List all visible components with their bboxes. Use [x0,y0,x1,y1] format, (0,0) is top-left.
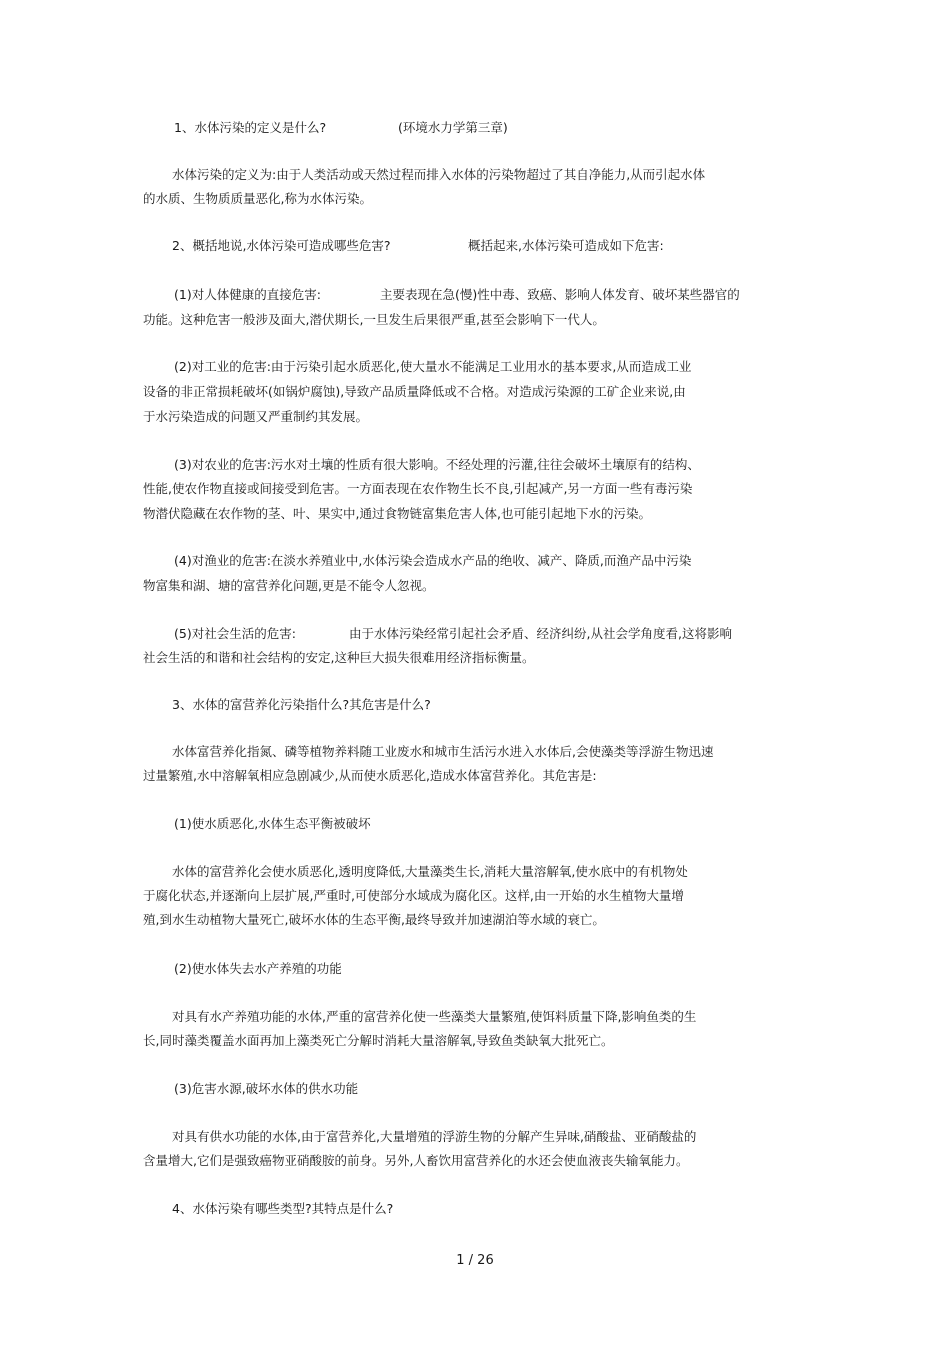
harm-3-line: 物潜伏隐藏在农作物的茎、叶、果实中,通过食物链富集危害人体,也可能引起地下水的污染。 [143,506,651,521]
question-2-intro: 概括起来,水体污染可造成如下危害: [468,238,664,253]
harm-1-line: 主要表现在急(慢)性中毒、致癌、影响人体发育、破坏某些器官的 [380,287,740,302]
subheading-1: (1)使水质恶化,水体生态平衡被破坏 [174,816,371,831]
harm-2-line: 于水污染造成的问题又严重制约其发展。 [143,409,369,424]
question-4-title: 4、水体污染有哪些类型?其特点是什么? [172,1201,394,1216]
harm-5-line: 社会生活的和谐和社会结构的安定,这种巨大损失很难用经济指标衡量。 [143,650,535,665]
paragraph-3-line: 对具有供水功能的水体,由于富营养化,大量增殖的浮游生物的分解产生异味,硝酸盐、亚硝酸盐的 [172,1129,697,1144]
page-number: 1 / 26 [456,1253,494,1268]
answer-3-line: 过量繁殖,水中溶解氧相应急剧减少,从而使水质恶化,造成水体富营养化。其危害是: [143,768,597,783]
harm-1-heading: (1)对人体健康的直接危害: [174,287,321,302]
harm-1-line: 功能。这种危害一般涉及面大,潜伏期长,一旦发生后果很严重,甚至会影响下一代人。 [143,312,605,327]
harm-2-line: (2)对工业的危害:由于污染引起水质恶化,使大量水不能满足工业用水的基本要求,从而造成工业 [174,359,692,374]
question-1-source: (环境水力学第三章) [398,120,508,135]
paragraph-3-line: 含量增大,它们是强致癌物亚硝酸胺的前身。另外,人畜饮用富营养化的水还会使血液丧失输氧能力。 [143,1153,689,1168]
subheading-2: (2)使水体失去水产养殖的功能 [174,961,342,976]
paragraph-2-line: 长,同时藻类覆盖水面再加上藻类死亡分解时消耗大量溶解氧,导致鱼类缺氧大批死亡。 [143,1033,614,1048]
harm-4-line: 物富集和湖、塘的富营养化问题,更是不能令人忽视。 [143,578,435,593]
question-2-title: 2、概括地说,水体污染可造成哪些危害? [172,238,391,253]
paragraph-1-line: 水体的富营养化会使水质恶化,透明度降低,大量藻类生长,消耗大量溶解氧,使水底中的有机物处 [172,864,688,879]
paragraph-1-line: 于腐化状态,并逐渐向上层扩展,严重时,可使部分水域成为腐化区。这样,由一开始的水生植物大量增 [143,888,684,903]
harm-3-line: 性能,使农作物直接或间接受到危害。一方面表现在农作物生长不良,引起减产,另一方面一些有毒污染 [143,481,693,496]
question-1-title: 1、水体污染的定义是什么? [174,120,327,135]
harm-4-line: (4)对渔业的危害:在淡水养殖业中,水体污染会造成水产品的绝收、减产、降质,而渔产品中污染 [174,553,692,568]
paragraph-1-line: 殖,到水生动植物大量死亡,破坏水体的生态平衡,最终导致并加速湖泊等水域的衰亡。 [143,912,605,927]
harm-5-heading: (5)对社会生活的危害: [174,626,296,641]
harm-3-line: (3)对农业的危害:污水对土壤的性质有很大影响。不经处理的污灌,往往会破坏土壤原有的结构、 [174,457,700,472]
harm-5-line: 由于水体污染经常引起社会矛盾、经济纠纷,从社会学角度看,这将影响 [349,626,732,641]
answer-1-line: 水体污染的定义为:由于人类活动或天然过程而排入水体的污染物超过了其自净能力,从而引起水体 [172,167,706,182]
question-3-title: 3、水体的富营养化污染指什么?其危害是什么? [172,697,431,712]
harm-2-line: 设备的非正常损耗破坏(如锅炉腐蚀),导致产品质量降低或不合格。对造成污染源的工矿企业来说,由 [143,384,686,399]
answer-3-line: 水体富营养化指氮、磷等植物养料随工业废水和城市生活污水进入水体后,会使藻类等浮游生物迅速 [172,744,714,759]
paragraph-2-line: 对具有水产养殖功能的水体,严重的富营养化使一些藻类大量繁殖,使饵料质量下降,影响鱼类的生 [172,1009,697,1024]
answer-1-line: 的水质、生物质质量恶化,称为水体污染。 [143,191,372,206]
subheading-3: (3)危害水源,破坏水体的供水功能 [174,1081,359,1096]
